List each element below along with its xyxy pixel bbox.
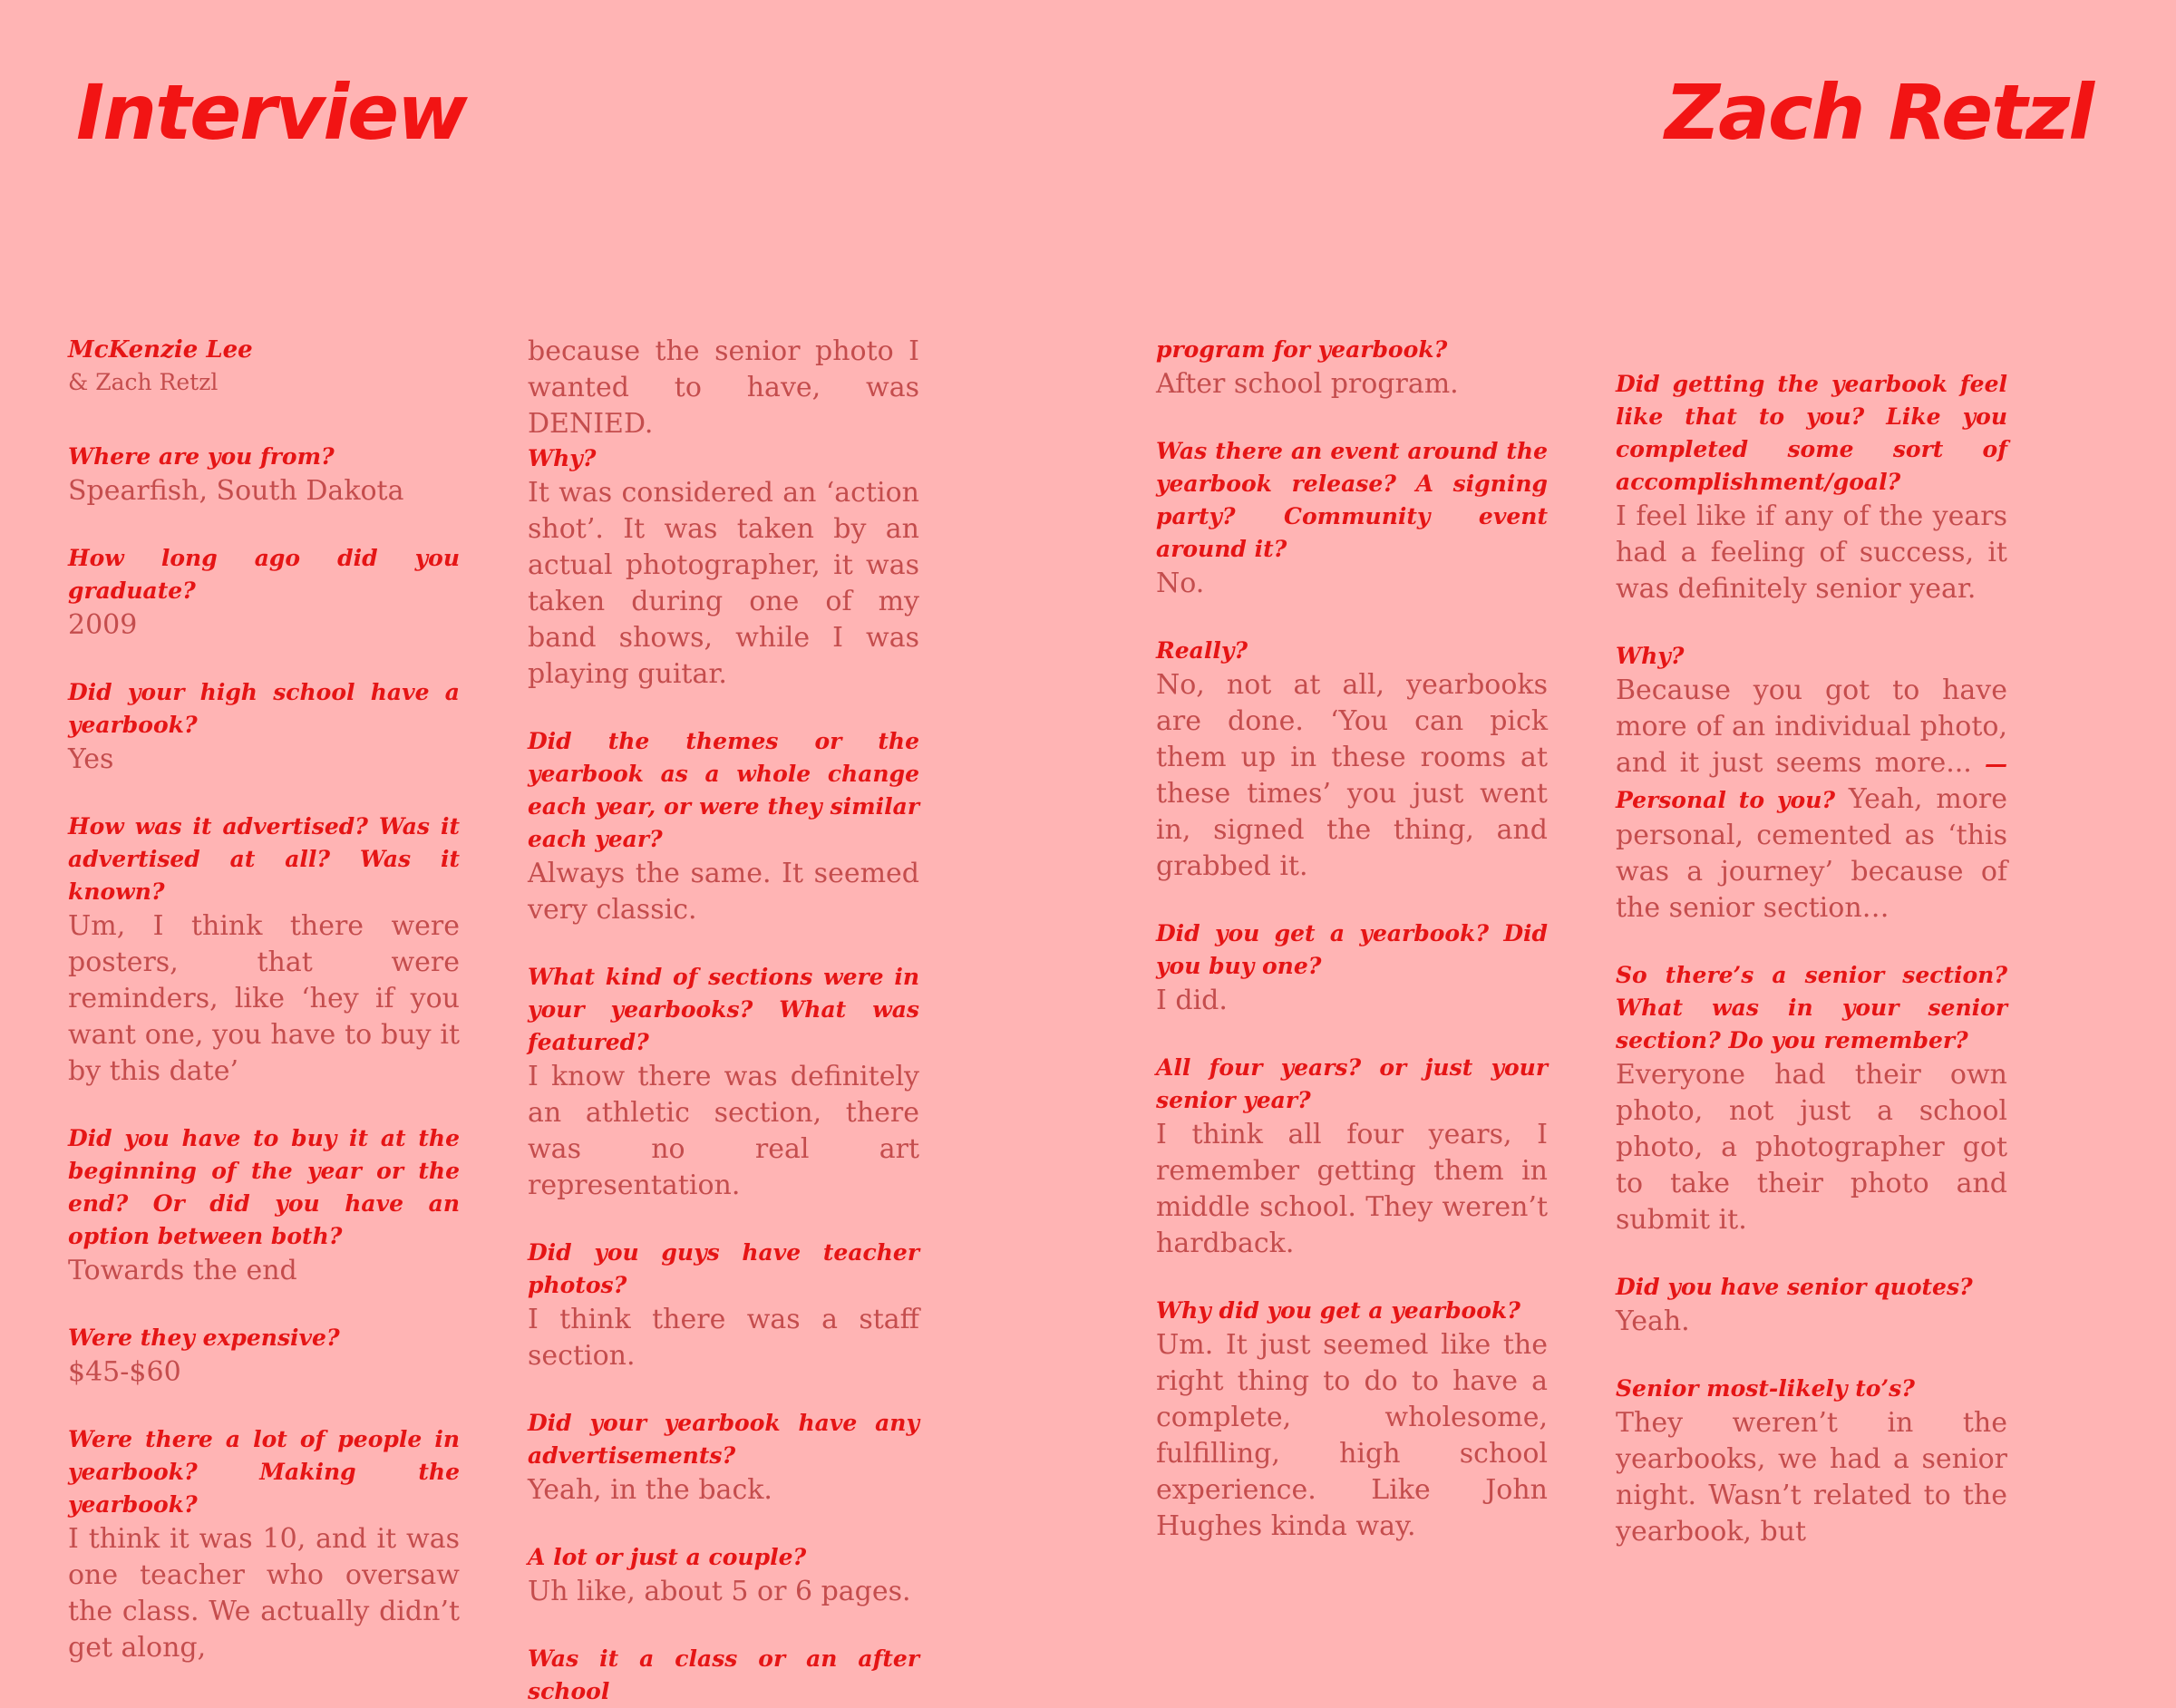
question: Did your high school have a yearbook? <box>68 679 460 738</box>
answer-text: Because you got to have more of an individual photo, and it just seems more... <box>1616 674 2007 779</box>
answer: Towards the end <box>68 1255 297 1286</box>
text-column-4 <box>1616 368 2007 1583</box>
answer: I know there was definitely an athletic section, there was no real art representation. <box>528 1061 919 1201</box>
question: Did getting the yearbook feel like that to you? Like you completed some sort of accomplishment/goal? <box>1616 371 2007 495</box>
question: Why? <box>1616 643 1685 669</box>
answer: I think all four years, I remember getting them in middle school. They weren’t hardback. <box>1156 1119 1548 1259</box>
answer: No. <box>1156 568 1205 599</box>
qa-block <box>528 725 919 928</box>
answer: $45-$60 <box>68 1356 181 1388</box>
qa-block <box>68 810 460 1090</box>
qa-block <box>1616 640 2007 927</box>
question: What kind of sections were in your yearbooks? What was featured? <box>528 964 919 1055</box>
qa-block <box>1156 1295 1548 1545</box>
page-title-interview: Interview <box>76 68 466 157</box>
question: Did the themes or the yearbook as a whole change each year, or were they similar each year? <box>528 728 919 852</box>
qa-block <box>528 961 919 1204</box>
question: Where are you from? <box>68 443 335 470</box>
question: Why did you get a yearbook? <box>1156 1297 1520 1324</box>
qa-block <box>68 441 460 509</box>
answer: I think it was 10, and it was one teacher who oversaw the class. We actually didn’t get along, <box>68 1523 460 1664</box>
qa-block <box>528 1237 919 1374</box>
answer <box>1616 673 2007 927</box>
answer: Yeah, in the back. <box>528 1474 772 1506</box>
question-continued: program for yearbook? <box>1156 336 1448 363</box>
byline-subject: & Zach Retzl <box>68 369 219 395</box>
qa-block <box>528 1407 919 1509</box>
question-continued: Was it a class or an after school <box>528 1645 919 1704</box>
answer: I think there was a staff section. <box>528 1304 919 1372</box>
question: Did you get a yearbook? Did you buy one? <box>1156 920 1548 979</box>
question: Senior most-likely to’s? <box>1616 1375 1915 1402</box>
answer: Always the same. It seemed very classic. <box>528 858 919 926</box>
qa-block <box>1616 959 2007 1238</box>
answer: Um, I think there were posters, that were reminders, like ‘hey if you want one, you have to buy it by this date’ <box>68 910 460 1087</box>
question: Did you have to buy it at the beginning of the year or the end? Or did you have an option between both? <box>68 1125 460 1249</box>
qa-block <box>1156 917 1548 1019</box>
question: Were there a lot of people in yearbook? Making the yearbook? <box>68 1426 460 1518</box>
question: Really? <box>1156 637 1248 664</box>
question: So there’s a senior section? What was in your senior section? Do you remember? <box>1616 962 2007 1053</box>
answer: I did. <box>1156 985 1228 1016</box>
question: How was it advertised? Was it advertised at all? Was it known? <box>68 813 460 905</box>
qa-block <box>68 1122 460 1289</box>
qa-block <box>1616 1271 2007 1340</box>
answer-continued: because the senior photo I wanted to have, was DENIED. <box>528 335 919 440</box>
text-column-2 <box>528 334 919 1708</box>
answer: They weren’t in the yearbooks, we had a senior night. Wasn’t related to the yearbook, but <box>1616 1407 2007 1548</box>
answer: 2009 <box>68 609 138 641</box>
answer: Yes <box>68 743 114 775</box>
text-column-1 <box>68 334 460 1699</box>
question: Did you have senior quotes? <box>1616 1274 1973 1300</box>
text-column-3 <box>1156 334 1548 1577</box>
answer: I feel like if any of the years had a feeling of success, it was definitely senior year. <box>1616 500 2007 605</box>
question: Was there an event around the yearbook release? A signing party? Community event around it? <box>1156 438 1548 562</box>
qa-block <box>68 676 460 778</box>
answer: Everyone had their own photo, not just a school photo, a photographer got to take their photo and submit it. <box>1616 1059 2007 1236</box>
question: All four years? or just your senior year? <box>1156 1054 1548 1113</box>
answer: Um. It just seemed like the right thing to do to have a complete, wholesome, fulfilling, high school experience. Like John Hughes kinda way. <box>1156 1329 1548 1542</box>
answer: Uh like, about 5 or 6 pages. <box>528 1576 911 1607</box>
qa-block <box>1156 1052 1548 1262</box>
question: Did you guys have teacher photos? <box>528 1239 919 1298</box>
byline <box>68 334 460 399</box>
question: How long ago did you graduate? <box>68 545 460 604</box>
qa-block <box>1616 368 2007 607</box>
qa-block <box>68 1322 460 1391</box>
answer-text: Yeah, more personal, cemented as ‘this was a journey’ because of the senior section… <box>1616 783 2007 924</box>
page-title-interviewee: Zach Retzl <box>1665 68 2093 157</box>
qa-block <box>68 542 460 644</box>
byline-author: McKenzie Lee <box>68 336 253 364</box>
qa-block <box>528 442 919 693</box>
question: Were they expensive? <box>68 1325 340 1351</box>
qa-block <box>528 1541 919 1610</box>
question: Why? <box>528 445 597 471</box>
answer: No, not at all, yearbooks are done. ‘You can pick them up in these rooms at these times’ you just went in, signed the thing, and grabbed it. <box>1156 669 1548 882</box>
inline-question: —Personal to you? <box>1616 751 2007 813</box>
answer: Spearfish, South Dakota <box>68 475 404 507</box>
question: A lot or just a couple? <box>528 1544 807 1570</box>
qa-block <box>68 1423 460 1666</box>
qa-block <box>1156 334 1548 403</box>
answer: Yeah. <box>1616 1305 1690 1337</box>
qa-block <box>1156 635 1548 885</box>
question: Did your yearbook have any advertisements? <box>528 1410 919 1469</box>
qa-block <box>1616 1373 2007 1550</box>
qa-block <box>1156 435 1548 602</box>
answer: It was considered an ‘action shot’. It was taken by an actual photographer, it was taken during one of my band shows, while I was playing guitar. <box>528 477 919 690</box>
answer: After school program. <box>1156 368 1459 400</box>
